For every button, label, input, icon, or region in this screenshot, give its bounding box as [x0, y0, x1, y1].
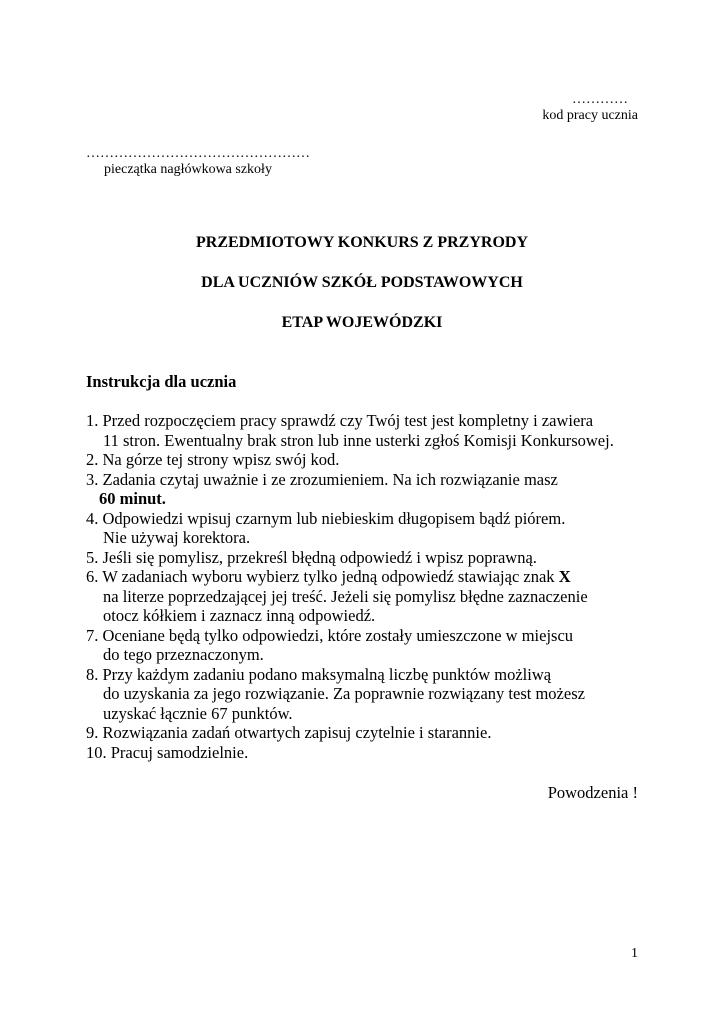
instruction-7: 7. Oceniane będą tylko odpowiedzi, które zostały umieszczone w miejscu — [86, 625, 574, 645]
instruction-6-mark: X — [558, 567, 571, 586]
instruction-3: 3. Zadania czytaj uważnie i ze zrozumieniem. Na ich rozwiązanie masz — [86, 469, 558, 489]
instruction-9: 9. Rozwiązania zadań otwartych zapisuj czytelnie i starannie. — [86, 723, 492, 742]
student-code-label: kod pracy ucznia — [542, 108, 638, 123]
instruction-10: 10. Pracuj samodzielnie. — [86, 742, 249, 762]
instruction-7-cont: do tego przeznaczonym. — [103, 645, 264, 664]
instruction-1: 1. Przed rozpoczęciem pracy sprawdź czy Twój test jest kompletny i zawiera — [86, 411, 594, 430]
instruction-1-cont: 11 stron. Ewentualny brak stron lub inne usterki zgłoś Komisji Konkursowej. — [103, 430, 614, 450]
good-luck-text: Powodzenia ! — [547, 783, 638, 802]
instruction-6 — [86, 567, 646, 587]
instruction-2: 2. Na górze tej strony wpisz swój kod. — [86, 450, 340, 469]
instruction-4-cont: Nie używaj korektora. — [103, 528, 251, 547]
contest-subtitle: DLA UCZNIÓW SZKÓŁ PODSTAWOWYCH — [201, 274, 523, 291]
page-number: 1 — [631, 946, 638, 961]
student-code-dots: ………… — [572, 92, 628, 107]
instruction-6-text: 6. W zadaniach wyboru wybierz tylko jedną odpowiedź stawiając znak — [86, 567, 559, 586]
instruction-4: 4. Odpowiedzi wpisuj czarnym lub niebieskim długopisem bądź piórem. — [86, 508, 566, 528]
contest-stage: ETAP WOJEWÓDZKI — [281, 314, 443, 331]
instruction-6-cont-2: otocz kółkiem i zaznacz inną odpowiedź. — [103, 606, 376, 625]
contest-title: PRZEDMIOTOWY KONKURS Z PRZYRODY — [195, 234, 529, 251]
school-stamp-label: pieczątka nagłówkowa szkoły — [104, 162, 272, 177]
school-stamp-dots: ………………………………………… — [86, 146, 310, 161]
instruction-8-cont: do uzyskania za jego rozwiązanie. Za poprawnie rozwiązany test możesz — [103, 684, 585, 703]
instruction-6-cont: na literze poprzedzającej jej treść. Jeżeli się pomylisz błędne zaznaczenie — [103, 586, 588, 606]
instruction-5: 5. Jeśli się pomylisz, przekreśl błędną odpowiedź i wpisz poprawną. — [86, 547, 537, 567]
instructions-heading: Instrukcja dla ucznia — [86, 372, 237, 391]
instruction-8: 8. Przy każdym zadaniu podano maksymalną liczbę punktów możliwą — [86, 664, 552, 684]
instructions-list — [86, 411, 646, 762]
instruction-8-cont-2: uzyskać łącznie 67 punktów. — [103, 703, 293, 723]
instruction-3-time: 60 minut. — [99, 489, 166, 508]
